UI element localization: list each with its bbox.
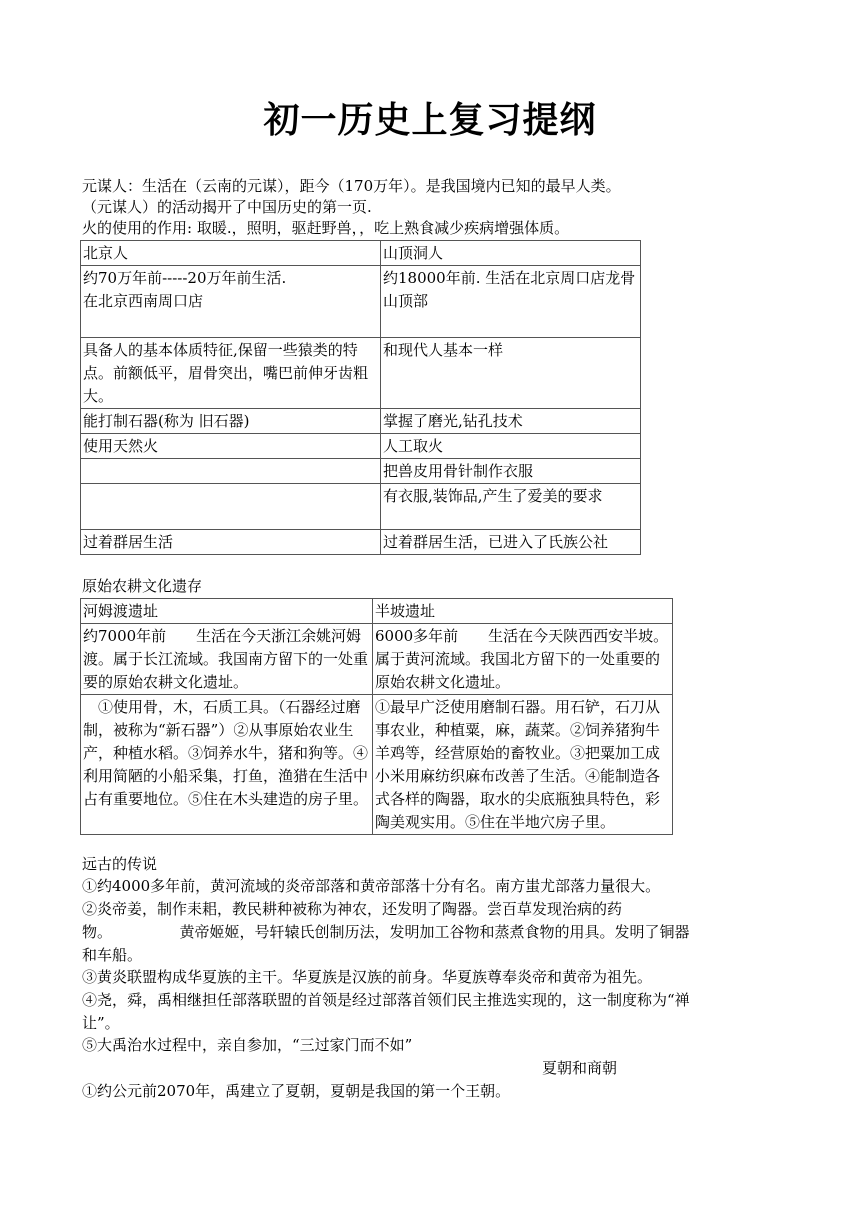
table-row [81, 530, 641, 555]
table-cell: 使用天然火 [81, 434, 381, 459]
table-row [81, 624, 673, 695]
intro-line-1: 元谋人：生活在（云南的元谋），距今（170万年）。是我国境内已知的最早人类。 [82, 177, 621, 195]
table-cell: 约7000年前 生活在今天浙江余姚河姆渡。属于长江流域。我国南方留下的一处重要的原始农耕文化遗址。 [81, 624, 373, 695]
legend-line: 让”。 [82, 1014, 120, 1032]
table-cell: 人工取火 [381, 434, 641, 459]
legend-title: 远古的传说 [82, 855, 158, 873]
table-cell: 过着群居生活，已进入了氏族公社 [381, 530, 641, 555]
table-row [81, 459, 641, 484]
legend-line: ②炎帝姜，制作耒耜，教民耕种被称为神农，还发明了陶器。尝百草发现治病的药 [82, 900, 623, 918]
legend-line: ⑤大禹治水过程中，亲自参加，“三过家门而不如” [82, 1036, 413, 1054]
intro-line-2: （元谋人）的活动揭开了中国历史的第一页. [82, 198, 372, 216]
table-cell: 约70万年前-----20万年前生活. 在北京西南周口店 [81, 266, 381, 338]
xia-line: ①约公元前2070年，禹建立了夏朝，夏朝是我国的第一个王朝。 [82, 1082, 511, 1100]
table-cell: 6000多年前 生活在今天陕西西安半坡。属于黄河流域。我国北方留下的一处重要的原始农耕文化遗址。 [373, 624, 673, 695]
table-cell: 掌握了磨光,钻孔技术 [381, 409, 641, 434]
table-header-cell: 北京人 [81, 241, 381, 266]
legend-line: ①约4000多年前，黄河流域的炎帝部落和黄帝部落十分有名。南方蚩尤部落力量很大。 [82, 877, 661, 895]
table-beijing-shandingdong [80, 240, 641, 555]
table-cell: 约18000年前. 生活在北京周口店龙骨山顶部 [381, 266, 641, 338]
table-hemudu-banpo [80, 598, 673, 835]
table-row [81, 695, 673, 835]
table-header-cell: 半坡遗址 [373, 599, 673, 624]
table-header-cell: 山顶洞人 [381, 241, 641, 266]
table-row [81, 409, 641, 434]
table-row [81, 266, 641, 338]
table-cell: 把兽皮用骨针制作衣服 [381, 459, 641, 484]
table-row [81, 434, 641, 459]
table-row [81, 484, 641, 530]
table-cell: ①使用骨，木，石质工具。（石器经过磨制，被称为“新石器”）②从事原始农业生产，种植水稻。③饲养水牛，猪和狗等。④利用简陋的小船采集，打鱼，渔猎在生活中占有重要地位。⑤住在木头建造的房子里。 [81, 695, 373, 835]
table-cell: ①最早广泛使用磨制石器。用石铲，石刀从事农业，种植粟，麻，蔬菜。②饲养猪狗牛羊鸡等，经营原始的畜牧业。③把粟加工成小米用麻纺织麻布改善了生活。④能制造各式各样的陶器，取水的尖底瓶独具特色，彩陶美观实用。⑤住在半地穴房子里。 [373, 695, 673, 835]
table-header-row [81, 241, 641, 266]
section-title-farming: 原始农耕文化遗存 [82, 577, 203, 595]
legend-line: ④尧，舜，禹相继担任部落联盟的首领是经过部落首领们民主推选实现的，这一制度称为“禅 [82, 991, 690, 1009]
table-cell [81, 459, 381, 484]
table-row [81, 338, 641, 409]
table-cell: 能打制石器(称为 旧石器) [81, 409, 381, 434]
table-cell: 具备人的基本体质特征,保留一些猿类的特点。前额低平，眉骨突出，嘴巴前伸牙齿粗大。 [81, 338, 381, 409]
legend-line: ③黄炎联盟构成华夏族的主干。华夏族是汉族的前身。华夏族尊奉炎帝和黄帝为祖先。 [82, 968, 653, 986]
legend-line: 物。 黄帝姬姬，号轩辕氏创制历法，发明加工谷物和蒸煮食物的用具。发明了铜器 [82, 923, 690, 941]
page-title: 初一历史上复习提纲 [263, 99, 597, 141]
table-cell [81, 484, 381, 530]
intro-line-3: 火的使用的作用: 取暖.，照明，驱赶野兽，，吃上熟食减少疾病增强体质。 [82, 219, 570, 237]
table-cell: 有衣服,装饰品,产生了爱美的要求 [381, 484, 641, 530]
legend-line: 和车船。 [82, 946, 143, 964]
section-title-xia-shang: 夏朝和商朝 [542, 1059, 618, 1077]
table-header-cell: 河姆渡遗址 [81, 599, 373, 624]
table-cell: 过着群居生活 [81, 530, 381, 555]
table-cell: 和现代人基本一样 [381, 338, 641, 409]
table-header-row [81, 599, 673, 624]
